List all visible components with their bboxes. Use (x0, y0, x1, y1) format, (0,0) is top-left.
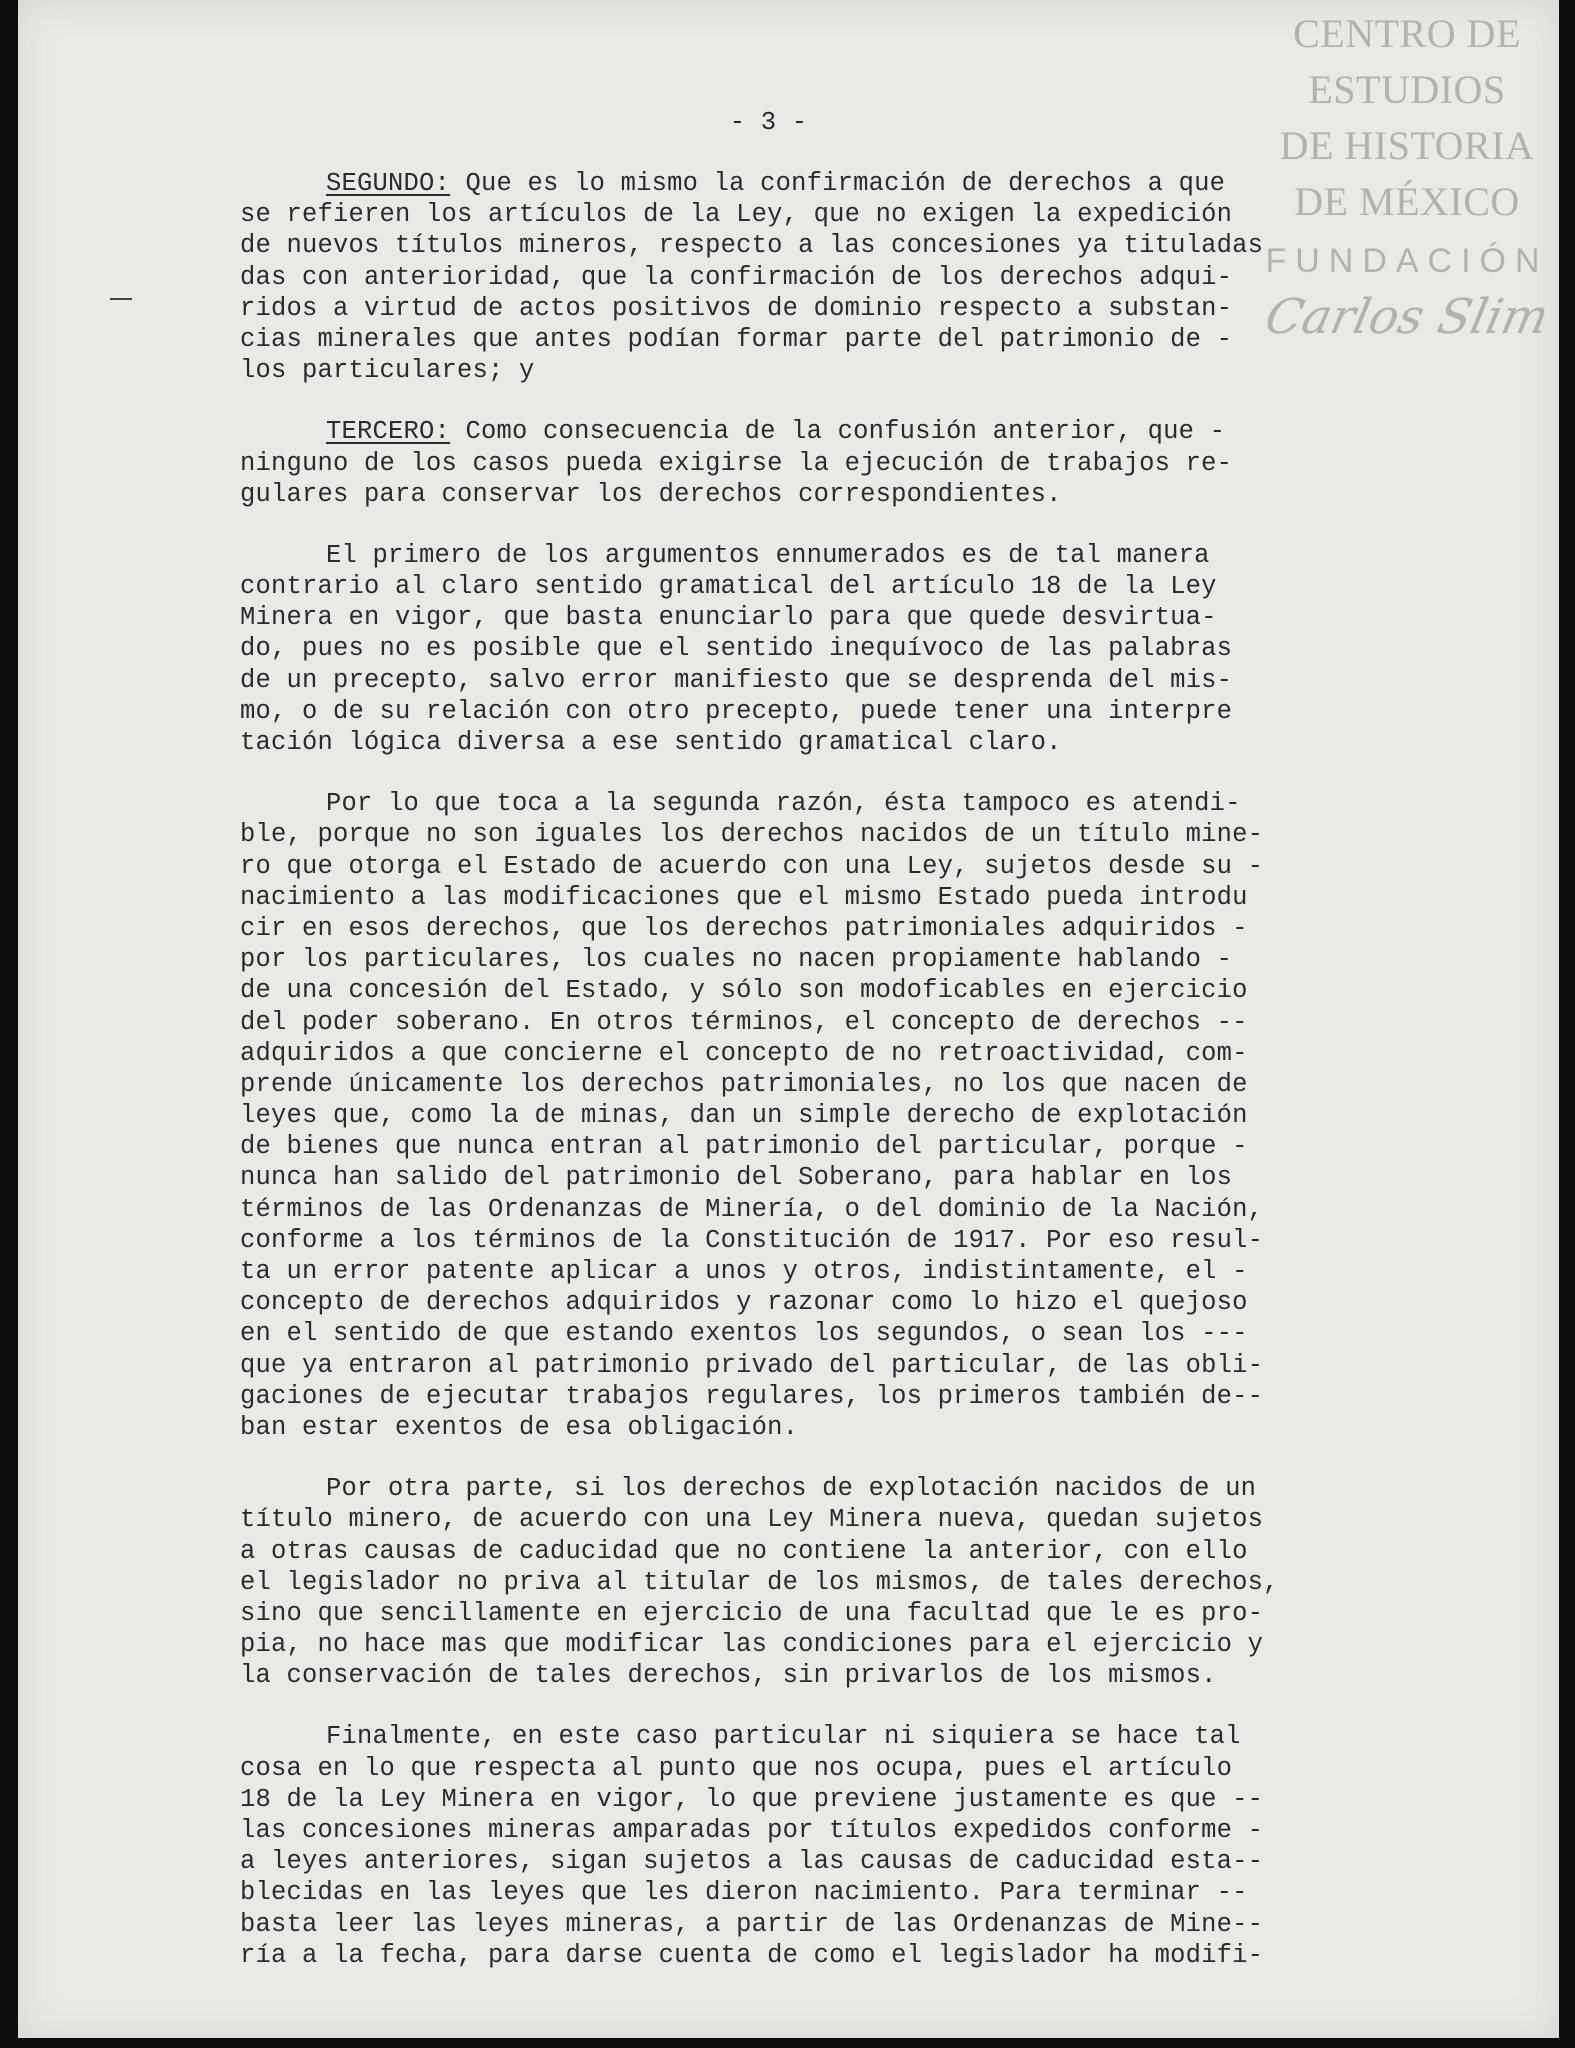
text-line (240, 1660, 1556, 1691)
text-line (326, 1473, 1556, 1504)
text-line (240, 355, 1556, 386)
text-line (240, 1815, 1556, 1846)
line-text: por los particulares, los cuales no nacen propiamente hablando - (240, 945, 1233, 975)
line-text: en el sentido de que estando exentos los segundos, o sean los --- (240, 1319, 1248, 1349)
line-text: ría a la fecha, para darse cuenta de como el legislador ha modifi- (240, 1940, 1264, 1970)
line-text: cir en esos derechos, que los derechos patrimoniales adquiridos - (240, 913, 1248, 943)
line-text: que ya entraron al patrimonio privado del particular, de las obli- (240, 1350, 1264, 1380)
line-text: contrario al claro sentido gramatical del artículo 18 de la Ley (240, 572, 1217, 602)
text-line (240, 1753, 1556, 1784)
paragraph-gap (326, 1691, 1556, 1721)
text-line (240, 1381, 1556, 1412)
text-line (240, 1877, 1556, 1908)
line-text: las concesiones mineras amparadas por títulos expedidos conforme - (240, 1816, 1264, 1845)
text-line (240, 1909, 1556, 1940)
document-page (18, 0, 1559, 2038)
line-text: gulares para conservar los derechos correspondientes. (240, 479, 1062, 509)
watermark-line: ESTUDIOS (1308, 67, 1506, 112)
line-text: cosa en lo que respecta al punto que nos ocupa, pues el artículo (240, 1753, 1233, 1783)
text-line (240, 293, 1556, 324)
text-line (240, 975, 1556, 1006)
line-text: do, pues no es posible que el sentido inequívoco de las palabras (240, 634, 1233, 664)
line-text: nunca han salido del patrimonio del Soberano, para hablar en los (240, 1163, 1233, 1193)
line-text: Minera en vigor, que basta enunciarlo para que quede desvirtua- (240, 603, 1217, 633)
paragraph (240, 1721, 1556, 1971)
line-text: adquiridos a que concierne el concepto de no retroactividad, com- (240, 1038, 1248, 1068)
line-text: ninguno de los casos pueda exigirse la ejecución de trabajos re- (240, 448, 1233, 478)
line-text: del poder soberano. En otros términos, el concepto de derechos -- (240, 1007, 1248, 1037)
paragraph (240, 1473, 1556, 1691)
paragraph (240, 168, 1556, 386)
text-line (326, 788, 1556, 819)
page-number: - 3 - (729, 108, 808, 137)
text-line (240, 1598, 1556, 1629)
line-text: términos de las Ordenanzas de Minería, o del dominio de la Nación, (240, 1194, 1264, 1224)
line-text: de un precepto, salvo error manifiesto que se desprenda del mis- (240, 665, 1233, 695)
line-text: 18 de la Ley Minera en vigor, lo que previene justamente es que -- (240, 1784, 1264, 1814)
text-line (240, 262, 1556, 293)
paragraph-gap (326, 386, 1556, 416)
text-line (240, 727, 1556, 758)
line-text: mo, o de su relación con otro precepto, puede tener una interpre (240, 696, 1233, 726)
watermark-signature: Carlos Slim (1260, 289, 1554, 345)
line-text: nacimiento a las modificaciones que el mismo Estado pueda introdu (240, 882, 1248, 912)
margin-mark (110, 298, 132, 300)
line-text: Que es lo mismo la confirmación de derechos a que (465, 169, 1226, 198)
paragraph-gap (326, 510, 1556, 540)
text-line (240, 1318, 1556, 1349)
text-line (326, 1721, 1556, 1752)
line-text: los particulares; y (240, 356, 535, 386)
line-text: de nuevos títulos mineros, respecto a las concesiones ya tituladas (240, 231, 1264, 261)
text-line (240, 944, 1556, 975)
text-line (326, 540, 1556, 571)
text-line (240, 1412, 1556, 1443)
line-text: Por otra parte, si los derechos de explotación nacidos de un (326, 1474, 1257, 1504)
text-line (240, 1846, 1556, 1877)
text-line (240, 1069, 1556, 1100)
line-text: ta un error patente aplicar a unos y otros, indistintamente, el - (240, 1257, 1248, 1286)
text-line (240, 1784, 1556, 1815)
line-text: a leyes anteriores, sigan sujetos a las causas de caducidad esta-- (240, 1847, 1264, 1877)
text-line (240, 1287, 1556, 1318)
line-text: leyes que, como la de minas, dan un simple derecho de explotación (240, 1101, 1248, 1131)
line-text: cias minerales que antes podían formar parte del patrimonio de - (240, 324, 1233, 354)
text-line (240, 1038, 1556, 1069)
text-line (240, 1100, 1556, 1131)
text-line (240, 1162, 1556, 1193)
line-text: a otras causas de caducidad que no contiene la anterior, con ello (240, 1536, 1248, 1566)
text-line (240, 1131, 1556, 1162)
line-text: se refieren los artículos de la Ley, que no exigen la expedición (240, 200, 1233, 230)
text-line (326, 416, 1556, 447)
line-text: de una concesión del Estado, y sólo son modoficables en ejercicio (240, 976, 1248, 1006)
paragraph (240, 540, 1556, 758)
document-body (240, 168, 1556, 1971)
line-text: Por lo que toca a la segunda razón, ésta tampoco es atendi- (326, 789, 1241, 819)
text-line (240, 448, 1556, 479)
text-line (240, 1225, 1556, 1256)
paragraph (240, 416, 1556, 510)
text-line (240, 851, 1556, 882)
paragraph-gap (326, 1443, 1556, 1473)
text-line (240, 633, 1556, 664)
line-text: el legislador no priva al titular de los mismos, de tales derechos, (240, 1567, 1279, 1597)
text-line (240, 602, 1556, 633)
line-text: de bienes que nunca entran al patrimonio del particular, porque - (240, 1132, 1248, 1162)
watermark-line: DE MÉXICO (1294, 179, 1520, 224)
watermark-line: CENTRO DE (1293, 11, 1521, 56)
line-text: sino que sencillamente en ejercicio de una facultad que le es pro- (240, 1598, 1264, 1628)
text-line (240, 696, 1556, 727)
line-text: título minero, de acuerdo con una Ley Minera nueva, quedan sujetos (240, 1505, 1264, 1535)
watermark-line: DE HISTORIA (1279, 123, 1535, 168)
text-line (240, 324, 1556, 355)
line-text: ridos a virtud de actos positivos de dominio respecto a substan- (240, 293, 1233, 323)
line-text: El primero de los argumentos ennumerados es de tal manera (326, 540, 1210, 570)
line-text: Como consecuencia de la confusión anterior, que - (465, 417, 1226, 447)
text-line (240, 1536, 1556, 1567)
text-line (326, 168, 1556, 199)
text-line (240, 1629, 1556, 1660)
text-line (240, 1007, 1556, 1038)
text-line (240, 1256, 1556, 1287)
line-text: prende únicamente los derechos patrimoniales, no los que nacen de (240, 1069, 1248, 1099)
text-line (240, 230, 1556, 261)
line-text: basta leer las leyes mineras, a partir de las Ordenanzas de Mine-- (240, 1909, 1264, 1939)
paragraph-label: SEGUNDO: (326, 169, 451, 198)
text-line (240, 913, 1556, 944)
line-text: Finalmente, en este caso particular ni siquiera se hace tal (326, 1722, 1241, 1752)
text-line (240, 1350, 1556, 1381)
text-line (240, 571, 1556, 602)
line-text: ble, porque no son iguales los derechos nacidos de un título mine- (240, 820, 1264, 850)
line-text: pia, no hace mas que modificar las condiciones para el ejercicio y (240, 1630, 1264, 1660)
line-text: conforme a los términos de la Constitución de 1917. Por eso resul- (240, 1225, 1264, 1255)
text-line (240, 1194, 1556, 1225)
paragraph (240, 788, 1556, 1443)
watermark-foundation: FUNDACIÓN (1265, 242, 1549, 280)
text-line (240, 1504, 1556, 1535)
line-text: gaciones de ejecutar trabajos regulares, los primeros también de-- (240, 1381, 1264, 1411)
line-text: ro que otorga el Estado de acuerdo con una Ley, sujetos desde su - (240, 851, 1264, 881)
paragraph-gap (326, 758, 1556, 788)
text-line (240, 1940, 1556, 1971)
text-line (240, 199, 1556, 230)
text-line (240, 1567, 1556, 1598)
text-line (240, 665, 1556, 696)
line-text: das con anterioridad, que la confirmación de los derechos adqui- (240, 262, 1233, 292)
line-text: blecidas en las leyes que les dieron nacimiento. Para terminar -- (240, 1878, 1248, 1908)
line-text: ban estar exentos de esa obligación. (240, 1412, 799, 1442)
line-text: la conservación de tales derechos, sin privarlos de los mismos. (240, 1661, 1217, 1691)
text-line (240, 882, 1556, 913)
text-line (240, 819, 1556, 850)
line-text: concepto de derechos adquiridos y razonar como lo hizo el quejoso (240, 1288, 1248, 1318)
line-text: tación lógica diversa a ese sentido gramatical claro. (240, 728, 1062, 757)
paragraph-label: TERCERO: (326, 417, 451, 447)
text-line (240, 479, 1556, 510)
